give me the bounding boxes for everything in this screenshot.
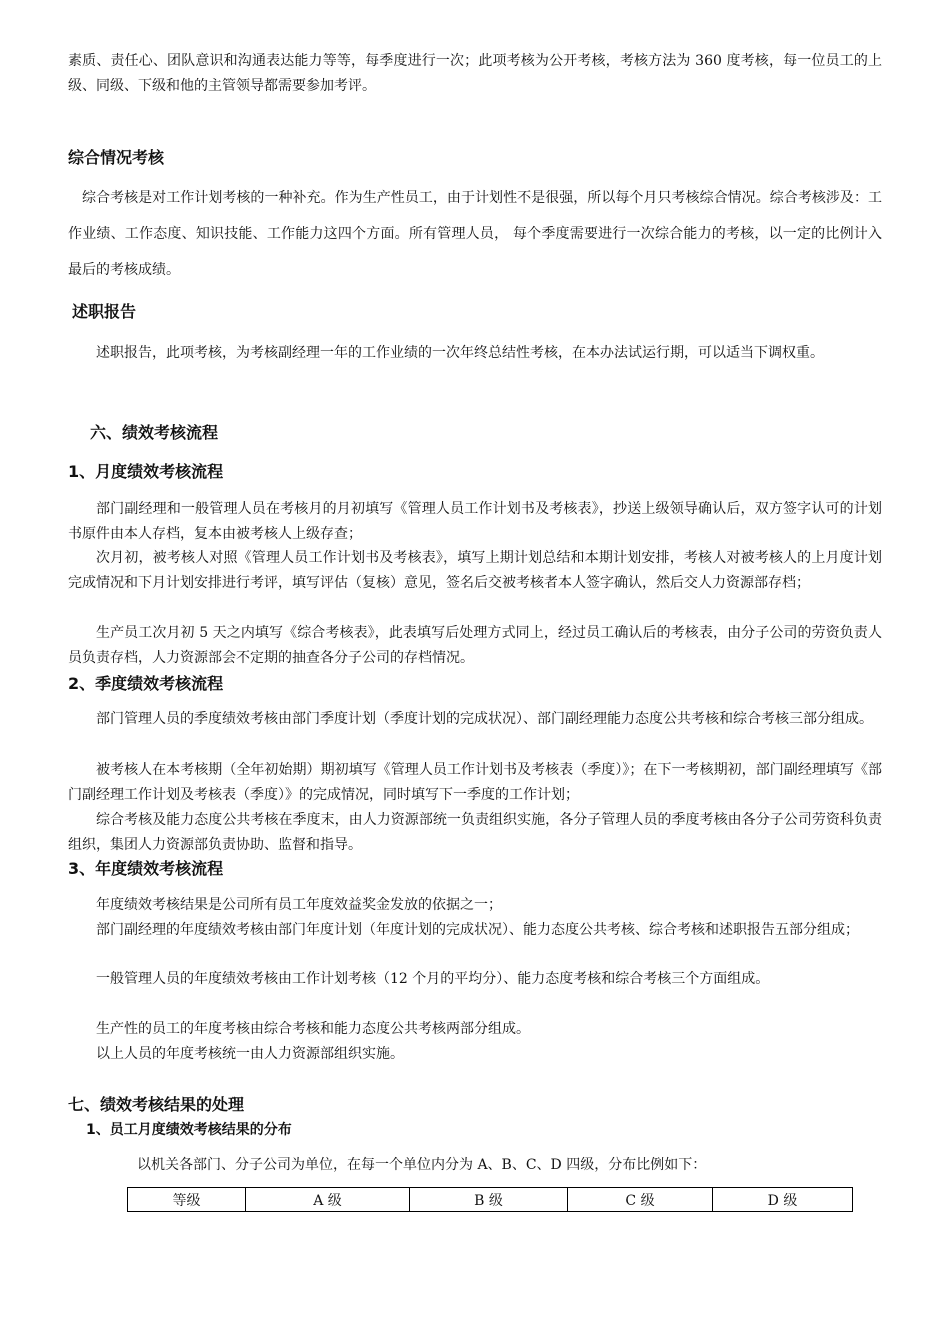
intro-paragraph: 素质、责任心、团队意识和沟通表达能力等等，每季度进行一次；此项考核为公开考核，考核方法为 360 度考核，每一位员工的上级、同级、下级和他的主管领导都需要参加考评。 bbox=[68, 53, 882, 94]
annual-paragraph-3: 一般管理人员的年度绩效考核由工作计划考核（12 个月的平均分）、能力态度考核和综合考核三个方面组成。 bbox=[96, 971, 770, 987]
section7-heading: 七、绩效考核结果的处理 bbox=[68, 1095, 245, 1114]
comprehensive-paragraph: 综合考核是对工作计划考核的一种补充。作为生产性员工，由于计划性不是很强，所以每个月只考核综合情况。综合考核涉及：工作业绩、工作态度、知识技能、工作能力这四个方面。所有管理人员， 每个季度需要进行一次综合能力的考核，以一定的比例计入最后的考核成绩。 bbox=[68, 190, 882, 278]
table-cell-grade: 等级 bbox=[128, 1188, 246, 1212]
quarterly-paragraph-3: 综合考核及能力态度公共考核在季度末，由人力资源部统一负责组织实施，各分子管理人员的季度考核由各分子公司劳资科负责组织，集团人力资源部负责协助、监督和指导。 bbox=[68, 812, 882, 853]
annual-paragraph-1: 年度绩效考核结果是公司所有员工年度效益奖金发放的依据之一； bbox=[96, 897, 502, 913]
monthly-paragraph-1: 部门副经理和一般管理人员在考核月的月初填写《管理人员工作计划书及考核表》，抄送上级领导确认后，双方签字认可的计划书原件由本人存档，复本由被考核人上级存查； bbox=[68, 501, 882, 542]
annual-paragraph-5: 以上人员的年度考核统一由人力资源部组织实施。 bbox=[96, 1046, 404, 1062]
quarterly-heading: 2、季度绩效考核流程 bbox=[68, 674, 224, 693]
table-cell-d: D 级 bbox=[713, 1188, 853, 1212]
grade-distribution-table bbox=[127, 1187, 853, 1212]
distribution-heading: 1、员工月度绩效考核结果的分布 bbox=[86, 1122, 292, 1138]
table-row bbox=[128, 1188, 853, 1212]
table-cell-c: C 级 bbox=[568, 1188, 713, 1212]
annual-heading: 3、年度绩效考核流程 bbox=[68, 859, 224, 878]
monthly-paragraph-3: 生产员工次月初 5 天之内填写《综合考核表》，此表填写后处理方式同上，经过员工确认后的考核表，由分子公司的劳资负责人员负责存档，人力资源部会不定期的抽查各分子公司的存档情况。 bbox=[68, 625, 882, 666]
annual-paragraph-4: 生产性的员工的年度考核由综合考核和能力态度公共考核两部分组成。 bbox=[96, 1021, 530, 1037]
monthly-heading: 1、月度绩效考核流程 bbox=[68, 462, 224, 481]
annual-paragraph-2: 部门副经理的年度绩效考核由部门年度计划（年度计划的完成状况）、能力态度公共考核、综合考核和述职报告五部分组成； bbox=[96, 922, 859, 938]
distribution-paragraph: 以机关各部门、分子公司为单位，在每一个单位内分为 A、B、C、D 四级，分布比例如下： bbox=[137, 1157, 707, 1173]
quarterly-paragraph-1: 部门管理人员的季度绩效考核由部门季度计划（季度计划的完成状况）、部门副经理能力态度公共考核和综合考核三部分组成。 bbox=[96, 711, 873, 727]
comprehensive-heading: 综合情况考核 bbox=[68, 148, 165, 167]
monthly-paragraph-2: 次月初，被考核人对照《管理人员工作计划书及考核表》，填写上期计划总结和本期计划安排，考核人对被考核人的上月度计划完成情况和下月计划安排进行考评，填写评估（复核）意见，签名后交被考核者本人签字确认，然后交人力资源部存档； bbox=[68, 550, 882, 591]
quarterly-paragraph-2: 被考核人在本考核期（全年初始期）期初填写《管理人员工作计划书及考核表（季度）》；在下一考核期初，部门副经理填写《部门副经理工作计划及考核表（季度）》的完成情况，同时填写下一季度的工作计划； bbox=[68, 762, 882, 803]
table-cell-b: B 级 bbox=[410, 1188, 568, 1212]
report-paragraph: 述职报告，此项考核，为考核副经理一年的工作业绩的一次年终总结性考核，在本办法试运行期，可以适当下调权重。 bbox=[96, 345, 824, 361]
report-heading: 述职报告 bbox=[72, 302, 137, 321]
table-cell-a: A 级 bbox=[246, 1188, 410, 1212]
section6-heading: 六、绩效考核流程 bbox=[90, 423, 219, 442]
